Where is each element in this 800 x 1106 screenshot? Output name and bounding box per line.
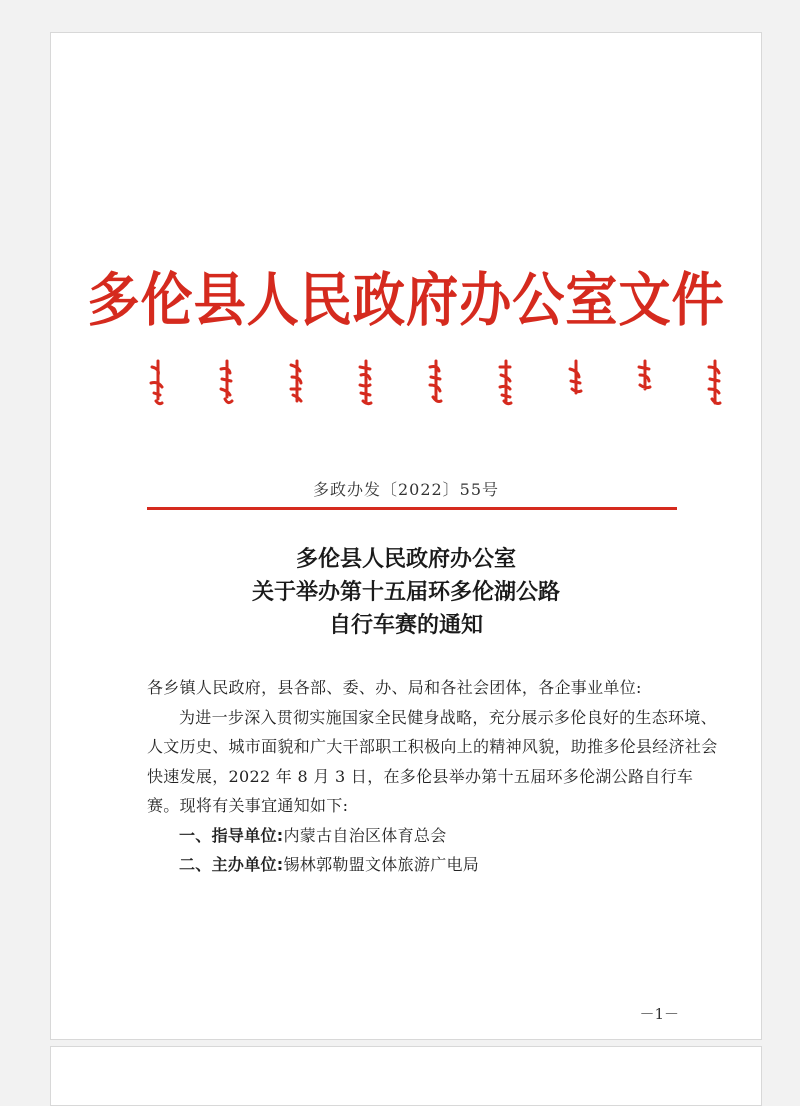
notice-body (147, 673, 721, 880)
notice-title (51, 543, 761, 642)
item-value: 内蒙古自治区体育总会 (283, 825, 447, 845)
body-paragraph: 为进一步深入贯彻实施国家全民健身战略，充分展示多伦良好的生态环境、人文历史、城市面貌和广大干部职工积极向上的精神风貌，助推多伦县经济社会快速发展，2022 年 8 月 3 日，在多伦县举办第十五届环多伦湖公路自行车赛。现将有关事宜通知如下: (147, 707, 718, 815)
document-number: 多政办发〔2022〕55号 (312, 480, 500, 499)
list-item (147, 821, 721, 851)
notice-title-line-2: 关于举办第十五届环多伦湖公路 (251, 579, 560, 605)
page-number: －1－ (639, 1005, 679, 1023)
item-label: 二、主办单位: (179, 855, 284, 874)
salutation: 各乡镇人民政府，县各部、委、办、局和各社会团体，各企事业单位: (147, 678, 642, 697)
mongolian-word (425, 359, 447, 407)
list-item (147, 850, 721, 880)
mongolian-word (355, 359, 377, 407)
notice-title-line-3: 自行车赛的通知 (328, 612, 483, 638)
red-divider (147, 507, 677, 510)
document-header-title: 多伦县人民政府办公室文件 (87, 266, 725, 334)
mongolian-word (565, 359, 587, 407)
mongolian-word (634, 359, 656, 407)
next-page (50, 1046, 762, 1106)
mongolian-word (286, 359, 308, 407)
notice-title-line-1: 多伦县人民政府办公室 (295, 546, 516, 572)
document-page (50, 32, 762, 1040)
item-value: 锡林郭勒盟文体旅游广电局 (283, 855, 480, 874)
mongolian-word (146, 359, 168, 407)
mongolian-word (704, 359, 726, 407)
item-label: 一、指导单位: (179, 825, 284, 845)
mongolian-word (495, 359, 517, 407)
mongolian-script-subtitle (146, 359, 726, 409)
mongolian-word (216, 359, 238, 407)
